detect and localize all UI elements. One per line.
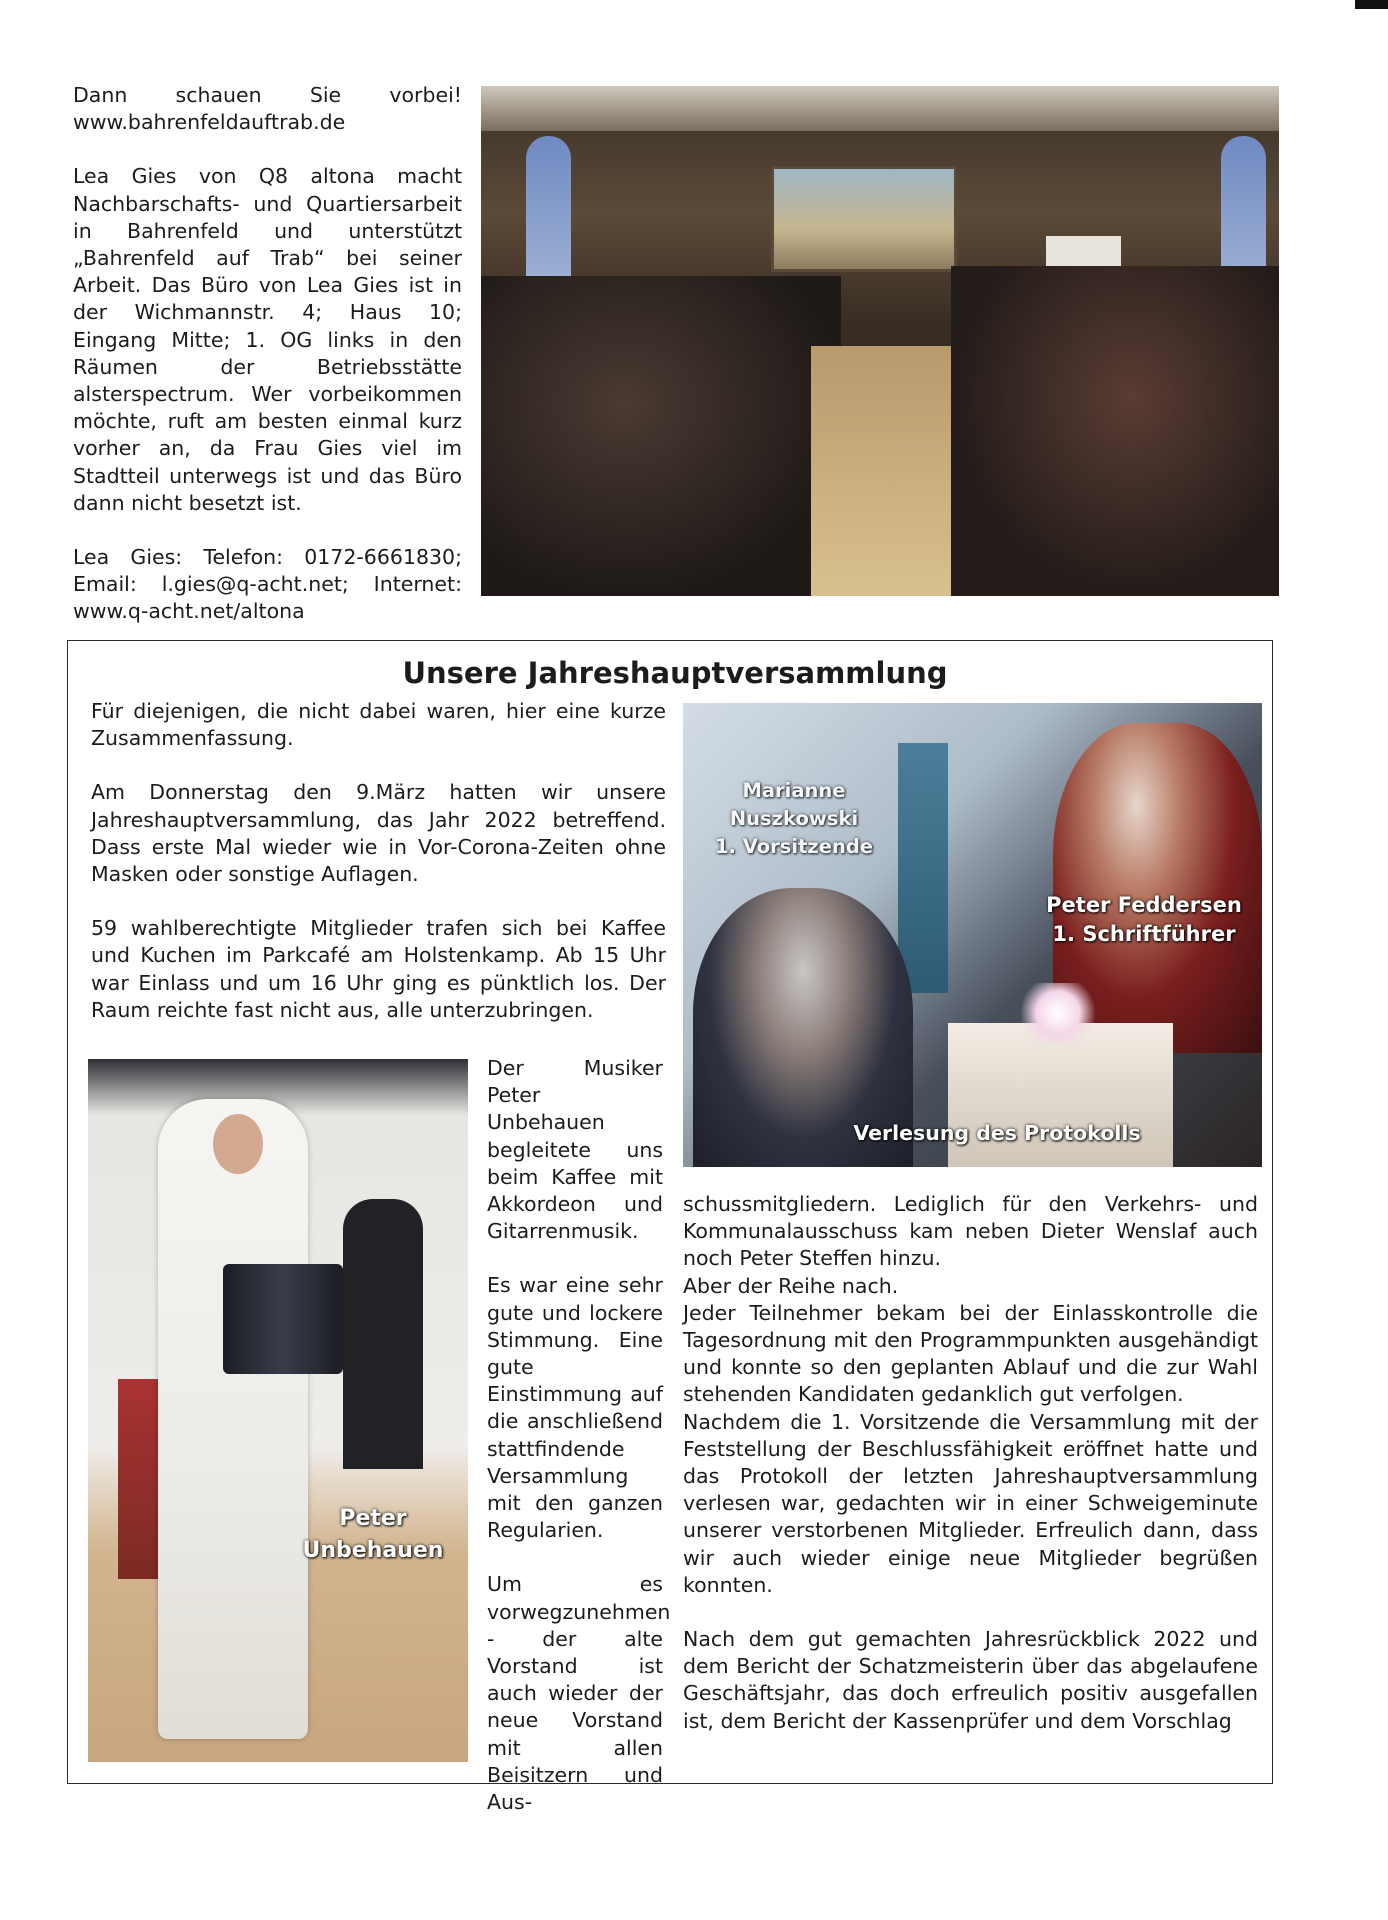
committee-paragraph: schussmitgliedern. Lediglich für den Verkehrs- und Kommunalausschuss kam neben Dieter Wenslaf auch noch Peter Steffen hinzu.	[683, 1192, 1258, 1271]
right-column	[683, 1191, 1258, 1735]
agenda-paragraph: Jeder Teilnehmer bekam bei der Einlasskontrolle die Tagesordnung mit den Programmpunkten ausgehändigt und konnte so den geplanten Ablauf und die zur Wahl stehenden Kandidaten gedanklich gut verfolgen.	[683, 1300, 1258, 1407]
intro-paragraph: 59 wahlberechtigte Mitglieder trafen sich bei Kaffee und Kuchen im Parkcafé am Holstenkamp. Ab 15 Uhr war Einlass und um 16 Uhr ging es pünktlich los. Der Raum reichte fast nicht aus, alle unterzubringen.	[91, 916, 666, 1022]
protocol-caption: Verlesung des Protokolls	[853, 1121, 1141, 1145]
lea-gies-paragraph: Lea Gies von Q8 altona macht Nachbarschafts- und Quartiersarbeit in Bahrenfeld und unterstützt „Bahrenfeld auf Trab“ bei seiner Arbeit. Das Büro von Lea Gies ist in der Wichmannstr. 4; Haus 10; Eingang Mitte; 1. OG links in den Räumen der Betriebsstätte alsterspectrum. Wer vorbeikommen möchte, ruft am besten einmal kurz vorher an, da Frau Gies viel im Stadtteil unterwegs ist und das Büro dann nicht besetzt ist.	[73, 164, 462, 515]
review-paragraph: Nach dem gut gemachten Jahresrückblick 2022 und dem Bericht der Schatzmeisterin über das abgelaufene Geschäftsjahr, das doch erfreulich positiv ausgefallen ist, dem Bericht der Kassenprüfer und dem Vorschlag	[683, 1627, 1258, 1733]
contact-column	[73, 82, 462, 626]
article-title: Unsere Jahreshauptversammlung	[402, 656, 948, 690]
marianne-caption: Marianne Nuszkowski 1. Vorsitzende	[714, 779, 874, 858]
order-paragraph: Aber der Reihe nach.	[683, 1273, 899, 1298]
musician-photo	[88, 1059, 468, 1762]
intro-paragraph: Am Donnerstag den 9.März hatten wir unsere Jahreshauptversammlung, das Jahr 2022 betreffend. Dass erste Mal wieder wie in Vor-Corona-Zeiten ohne Masken oder sonstige Auflagen.	[91, 780, 666, 887]
peter-unbehauen-caption: Peter Unbehauen	[302, 1506, 444, 1563]
mood-paragraph: Es war eine sehr gute und lockere Stimmung. Eine gute Einstimmung auf die anschließend stattfindende Versammlung mit den ganzen Regularien.	[487, 1273, 663, 1543]
intro-column	[91, 698, 666, 1024]
assembly-hall-photo	[481, 86, 1279, 596]
contact-paragraph: Lea Gies: Telefon: 0172-6661830; Email: l.gies@q-acht.net; Internet: www.q-acht.net/altona	[73, 545, 462, 624]
website-paragraph: Dann schauen Sie vorbei! www.bahrenfeldauftrab.de	[73, 83, 462, 135]
narrow-column	[487, 1055, 671, 1816]
protocol-reading-photo	[683, 703, 1262, 1167]
board-paragraph: Um es vorwegzunehmen - der alte Vorstand ist auch wieder der neue Vorstand mit allen Beisitzern und Aus-	[487, 1572, 671, 1815]
page-corner-mark	[1355, 0, 1388, 9]
peter-feddersen-caption: Peter Feddersen 1. Schriftführer	[1046, 893, 1242, 946]
musician-paragraph: Der Musiker Peter Unbehauen begleitete uns beim Kaffee mit Akkordeon und Gitarrenmusik.	[487, 1056, 663, 1244]
intro-paragraph: Für diejenigen, die nicht dabei waren, hier eine kurze Zusammenfassung.	[91, 699, 666, 751]
opening-paragraph: Nachdem die 1. Vorsitzende die Versammlung mit der Feststellung der Beschlussfähigkeit eröffnet hatte und das Protokoll der letzten Jahreshauptversammlung verlesen war, gedachten wir in einer Schweigeminute unserer verstorbenen Mitglieder. Erfreulich dann, dass wir auch wieder einige neue Mitglieder begrüßen konnten.	[683, 1409, 1258, 1597]
